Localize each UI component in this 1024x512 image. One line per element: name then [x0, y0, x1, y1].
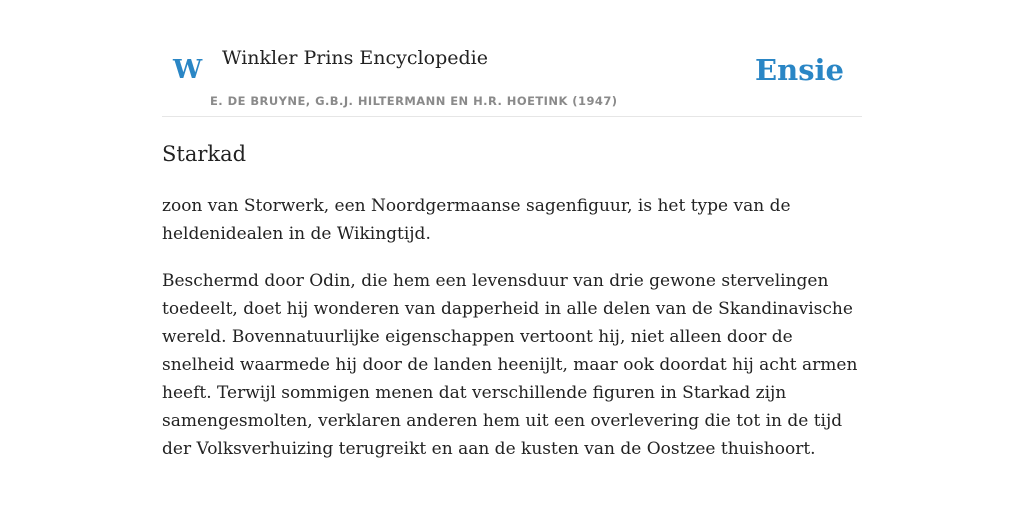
- source-authors: E. DE BRUYNE, G.B.J. HILTERMANN EN H.R. HOETINK (1947): [210, 94, 618, 108]
- source-header: [162, 0, 862, 117]
- entry-title: Starkad: [162, 142, 247, 166]
- source-title-link[interactable]: Winkler Prins Encyclopedie: [222, 47, 488, 69]
- source-logo[interactable]: W: [173, 55, 203, 85]
- entry-paragraph: zoon van Storwerk, een Noordgermaanse sagenfiguur, is het type van de heldenidealen in de Wikingtijd.: [162, 196, 791, 244]
- entry-paragraph: Beschermd door Odin, die hem een levensduur van drie gewone stervelingen toedeelt, doet hij wonderen van dapperheid in alle delen van de Skandinavische wereld. Bovennatuurlijke eigenschappen vertoont hij, niet alleen door de snelheid waarmede hij door de landen heenijlt, maar ook doordat hij acht armen heeft. Terwijl sommigen menen dat verschillende figuren in Starkad zijn samengesmolten, verklaren anderen hem uit een overlevering die tot in de tijd der Volksverhuizing terugreikt en aan de kusten van de Oostzee thuishoort.: [162, 271, 858, 459]
- ensie-logo-link[interactable]: Ensie: [755, 53, 844, 87]
- entry-content: [162, 138, 862, 463]
